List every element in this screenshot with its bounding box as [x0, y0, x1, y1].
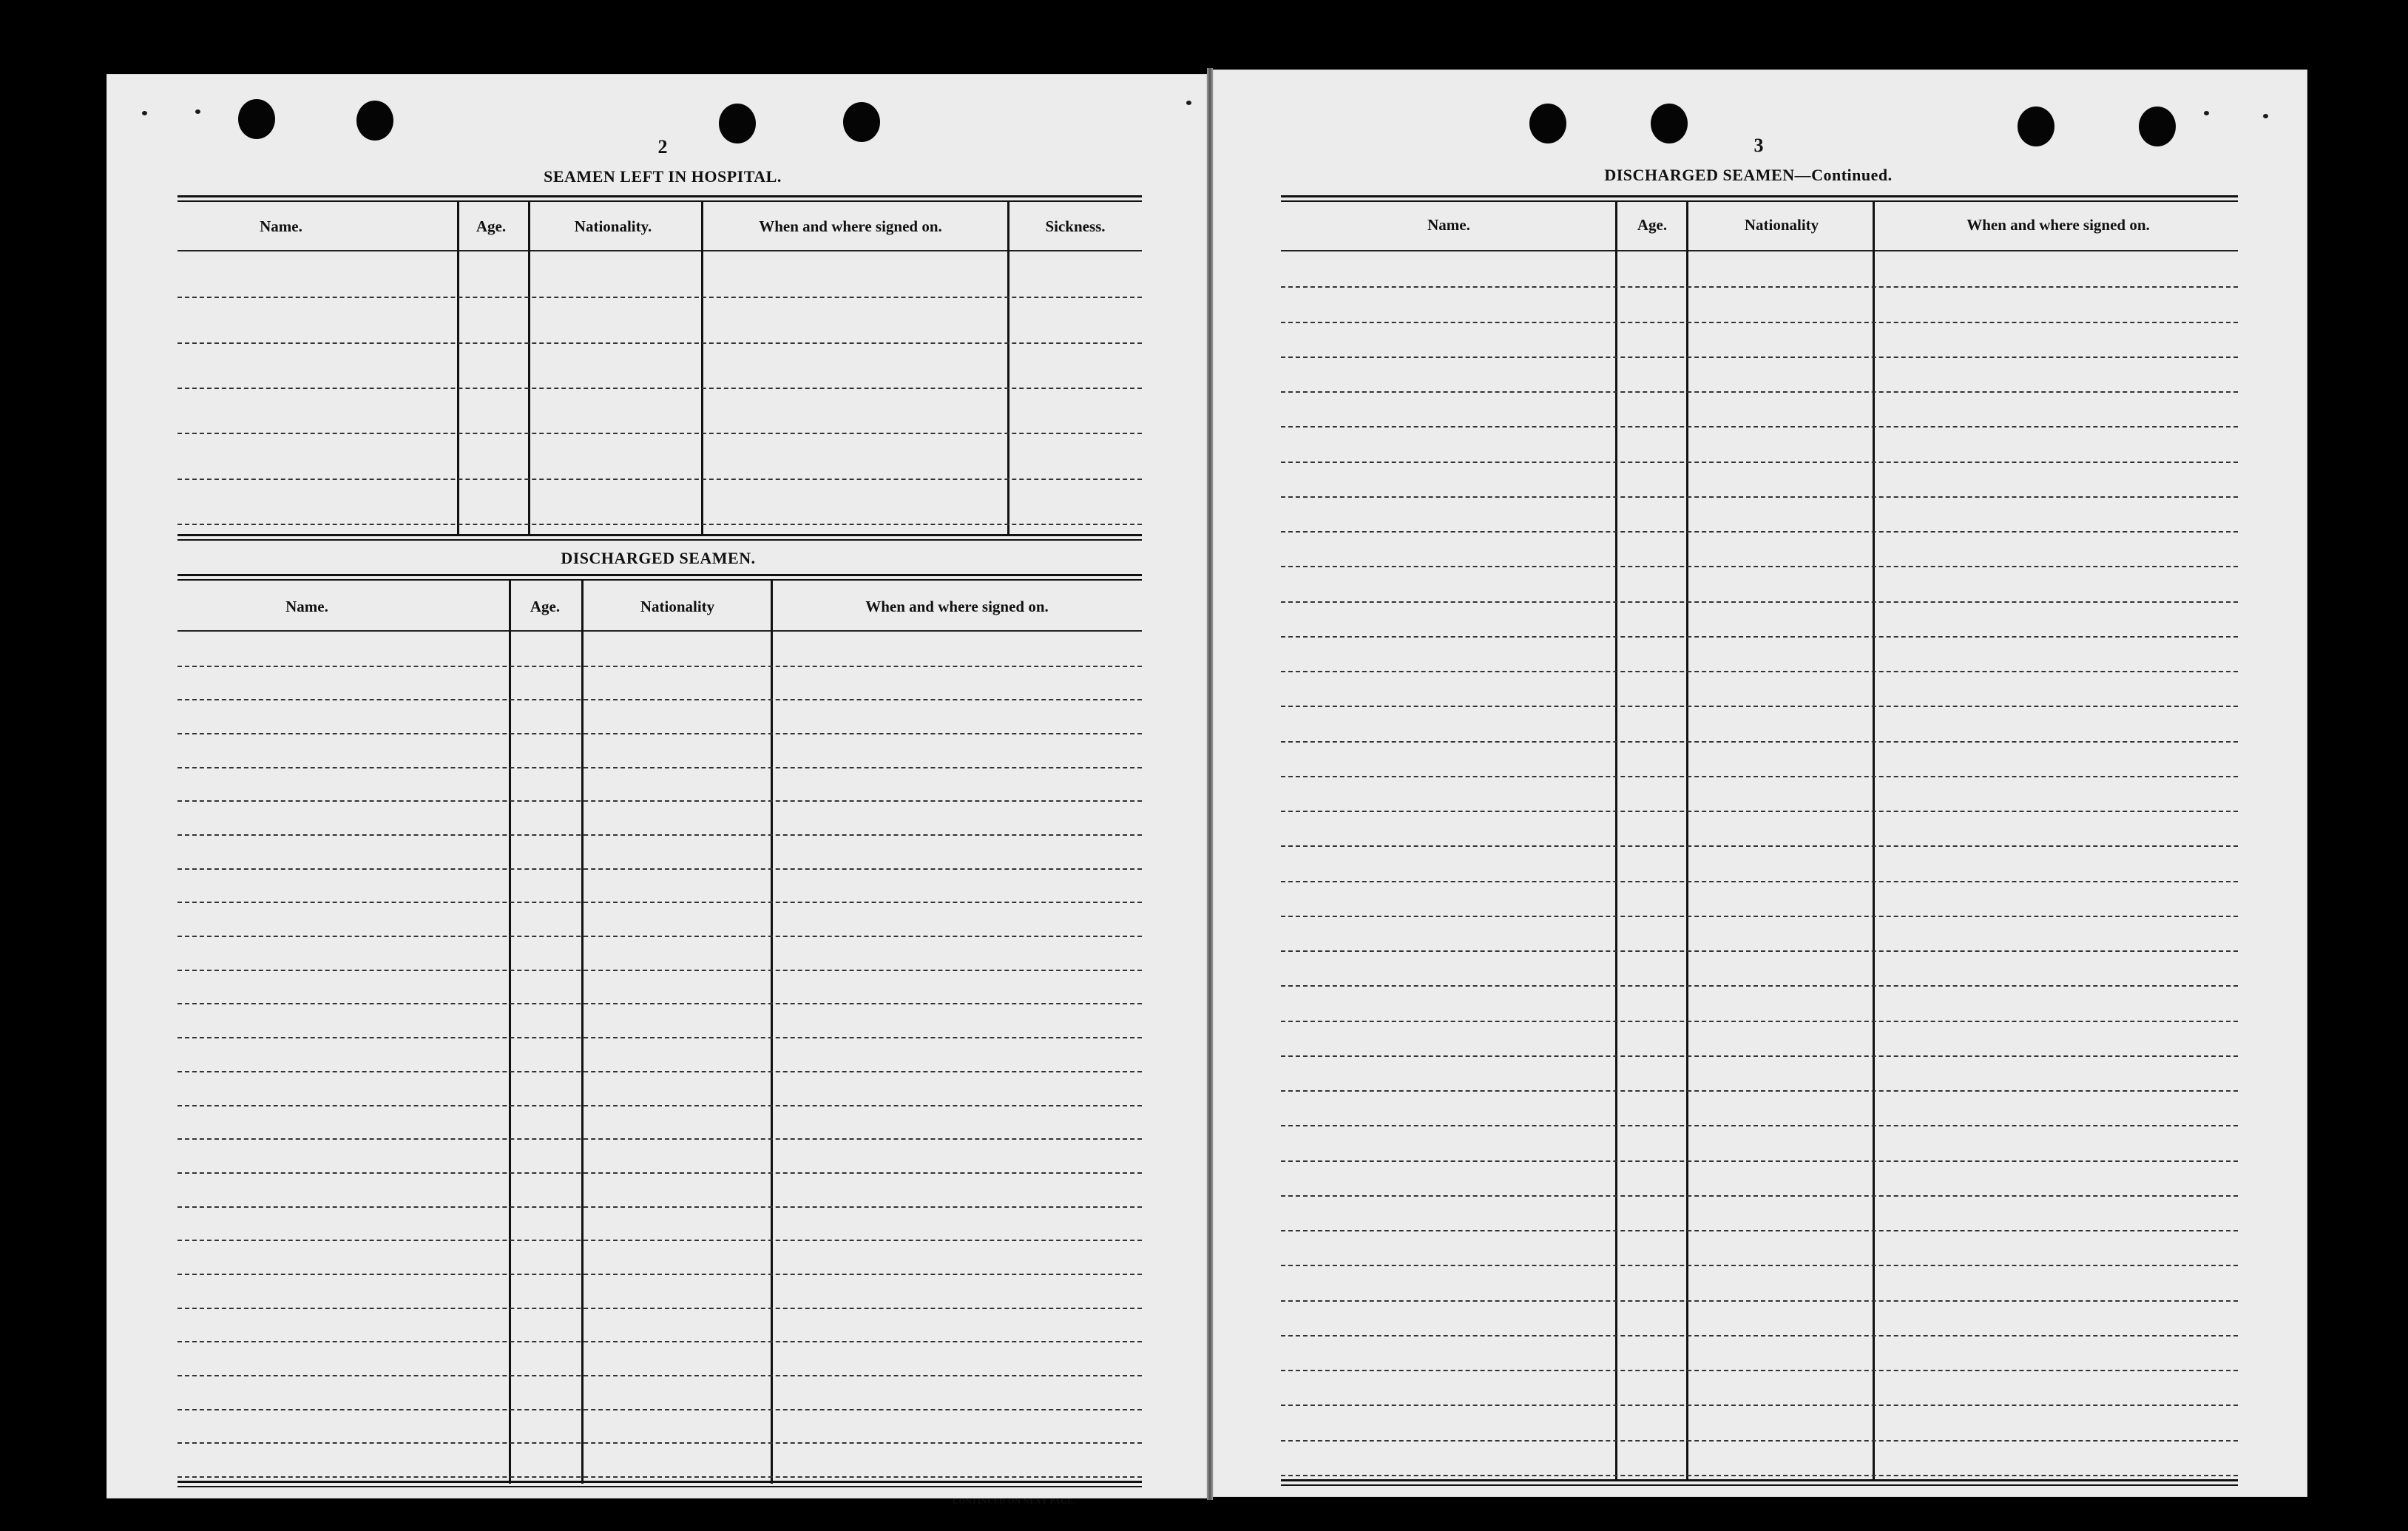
table-row [1281, 1230, 2238, 1231]
table-row [1281, 286, 2238, 288]
table-row [1281, 950, 2238, 952]
column-header-nationality: Nationality. [574, 217, 652, 235]
column-divider [771, 580, 773, 1484]
table-row [177, 1105, 1142, 1106]
ink-speck [195, 109, 200, 114]
table-row [177, 1375, 1142, 1376]
table-row [1281, 566, 2238, 567]
ink-speck [2204, 111, 2209, 115]
table-row [177, 388, 1142, 389]
table-row [177, 524, 1142, 525]
table-top-rule [1281, 195, 2238, 202]
column-header-nationality: Nationality [640, 598, 715, 615]
column-header-age: Age. [1637, 216, 1668, 234]
table-row [177, 1476, 1142, 1478]
table-row [177, 767, 1142, 768]
column-header-name: Name. [260, 217, 302, 235]
table-row [1281, 636, 2238, 638]
punch-hole [238, 99, 275, 139]
ink-speck [142, 111, 147, 115]
column-header-sickness: Sickness. [1045, 217, 1106, 235]
column-divider [457, 201, 459, 535]
table-row [1281, 1405, 2238, 1406]
punch-hole [719, 104, 756, 143]
column-header-when-where: When and where signed on. [865, 598, 1049, 615]
column-header-name: Name. [1427, 216, 1470, 234]
column-divider [1615, 201, 1617, 1481]
table-row [1281, 1440, 2238, 1442]
discharged-continued-section-title: DISCHARGED SEAMEN—Continued. [1604, 166, 1893, 184]
table-row [1281, 426, 2238, 427]
table-row [177, 834, 1142, 836]
column-divider [581, 580, 584, 1484]
table-row [1281, 1335, 2238, 1336]
column-header-when-where: When and where signed on. [1966, 216, 2150, 234]
table-row [1281, 531, 2238, 533]
column-divider [1007, 201, 1009, 535]
table-row [177, 666, 1142, 667]
table-row [1281, 1021, 2238, 1022]
table-bottom-rule [177, 1481, 1142, 1487]
table-row [1281, 356, 2238, 358]
table-row [177, 1206, 1142, 1208]
table-row [177, 1037, 1142, 1038]
column-divider [528, 201, 530, 535]
discharged-section-title: DISCHARGED SEAMEN. [561, 549, 756, 567]
table-row [1281, 671, 2238, 672]
table-row [1281, 706, 2238, 707]
book-spine [1207, 68, 1213, 1500]
header-underline [177, 250, 1142, 251]
column-divider [1873, 201, 1875, 1481]
column-divider [509, 580, 511, 1484]
table-row [177, 1409, 1142, 1410]
table-row [177, 342, 1142, 344]
table-row [1281, 1195, 2238, 1197]
table-row [177, 1003, 1142, 1004]
column-header-age: Age. [530, 598, 561, 615]
section-divider-rule [177, 574, 1142, 581]
table-row [1281, 601, 2238, 603]
table-row [1281, 1300, 2238, 1302]
right-page [1213, 70, 2307, 1497]
column-header-name: Name. [285, 598, 328, 615]
column-divider [1686, 201, 1688, 1481]
table-top-rule [177, 195, 1142, 202]
header-underline [1281, 250, 2238, 251]
table-row [1281, 741, 2238, 743]
table-row [1281, 1160, 2238, 1162]
table-row [177, 479, 1142, 480]
table-row [1281, 1090, 2238, 1092]
table-row [177, 1240, 1142, 1241]
table-row [177, 1341, 1142, 1342]
table-row [177, 433, 1142, 434]
table-row [1281, 845, 2238, 847]
table-row [177, 1274, 1142, 1275]
table-bottom-rule [177, 534, 1142, 541]
table-bottom-rule [1281, 1479, 2238, 1486]
column-header-nationality: Nationality [1744, 216, 1819, 234]
table-row [1281, 462, 2238, 463]
table-row [177, 1071, 1142, 1072]
table-row [177, 1172, 1142, 1174]
ink-speck [1186, 101, 1191, 105]
table-row [177, 1442, 1142, 1444]
punch-hole [356, 101, 393, 141]
table-row [177, 297, 1142, 298]
punch-hole [843, 102, 880, 142]
table-row [177, 1308, 1142, 1309]
punch-hole [2018, 107, 2054, 146]
table-row [1281, 776, 2238, 777]
ink-speck [2263, 114, 2268, 118]
table-row [177, 868, 1142, 870]
table-row [177, 970, 1142, 971]
page-number: 2 [657, 136, 668, 158]
table-row [1281, 811, 2238, 812]
continued-note: CONTINUED ON NEXT PAGE. [953, 1497, 1076, 1506]
punch-hole [1529, 104, 1566, 143]
table-row [177, 1138, 1142, 1140]
column-header-when-where: When and where signed on. [759, 217, 942, 235]
table-row [177, 902, 1142, 903]
table-row [1281, 322, 2238, 323]
table-row [1281, 1475, 2238, 1476]
table-row [1281, 985, 2238, 987]
table-row [1281, 916, 2238, 917]
column-header-age: Age. [476, 217, 507, 235]
table-row [1281, 1125, 2238, 1126]
table-row [1281, 1055, 2238, 1057]
table-row [1281, 1370, 2238, 1371]
table-row [1281, 391, 2238, 393]
punch-hole [2139, 107, 2176, 146]
page-number: 3 [1753, 135, 1764, 156]
left-page [106, 74, 1207, 1506]
column-divider [701, 201, 703, 535]
table-row [1281, 496, 2238, 498]
table-row [177, 733, 1142, 734]
table-row [1281, 881, 2238, 882]
table-row [177, 699, 1142, 700]
table-row [1281, 1265, 2238, 1266]
table-row [177, 800, 1142, 802]
header-underline [177, 630, 1142, 632]
punch-hole [1651, 104, 1688, 143]
table-row [177, 936, 1142, 937]
hospital-section-title: SEAMEN LEFT IN HOSPITAL. [544, 167, 782, 186]
